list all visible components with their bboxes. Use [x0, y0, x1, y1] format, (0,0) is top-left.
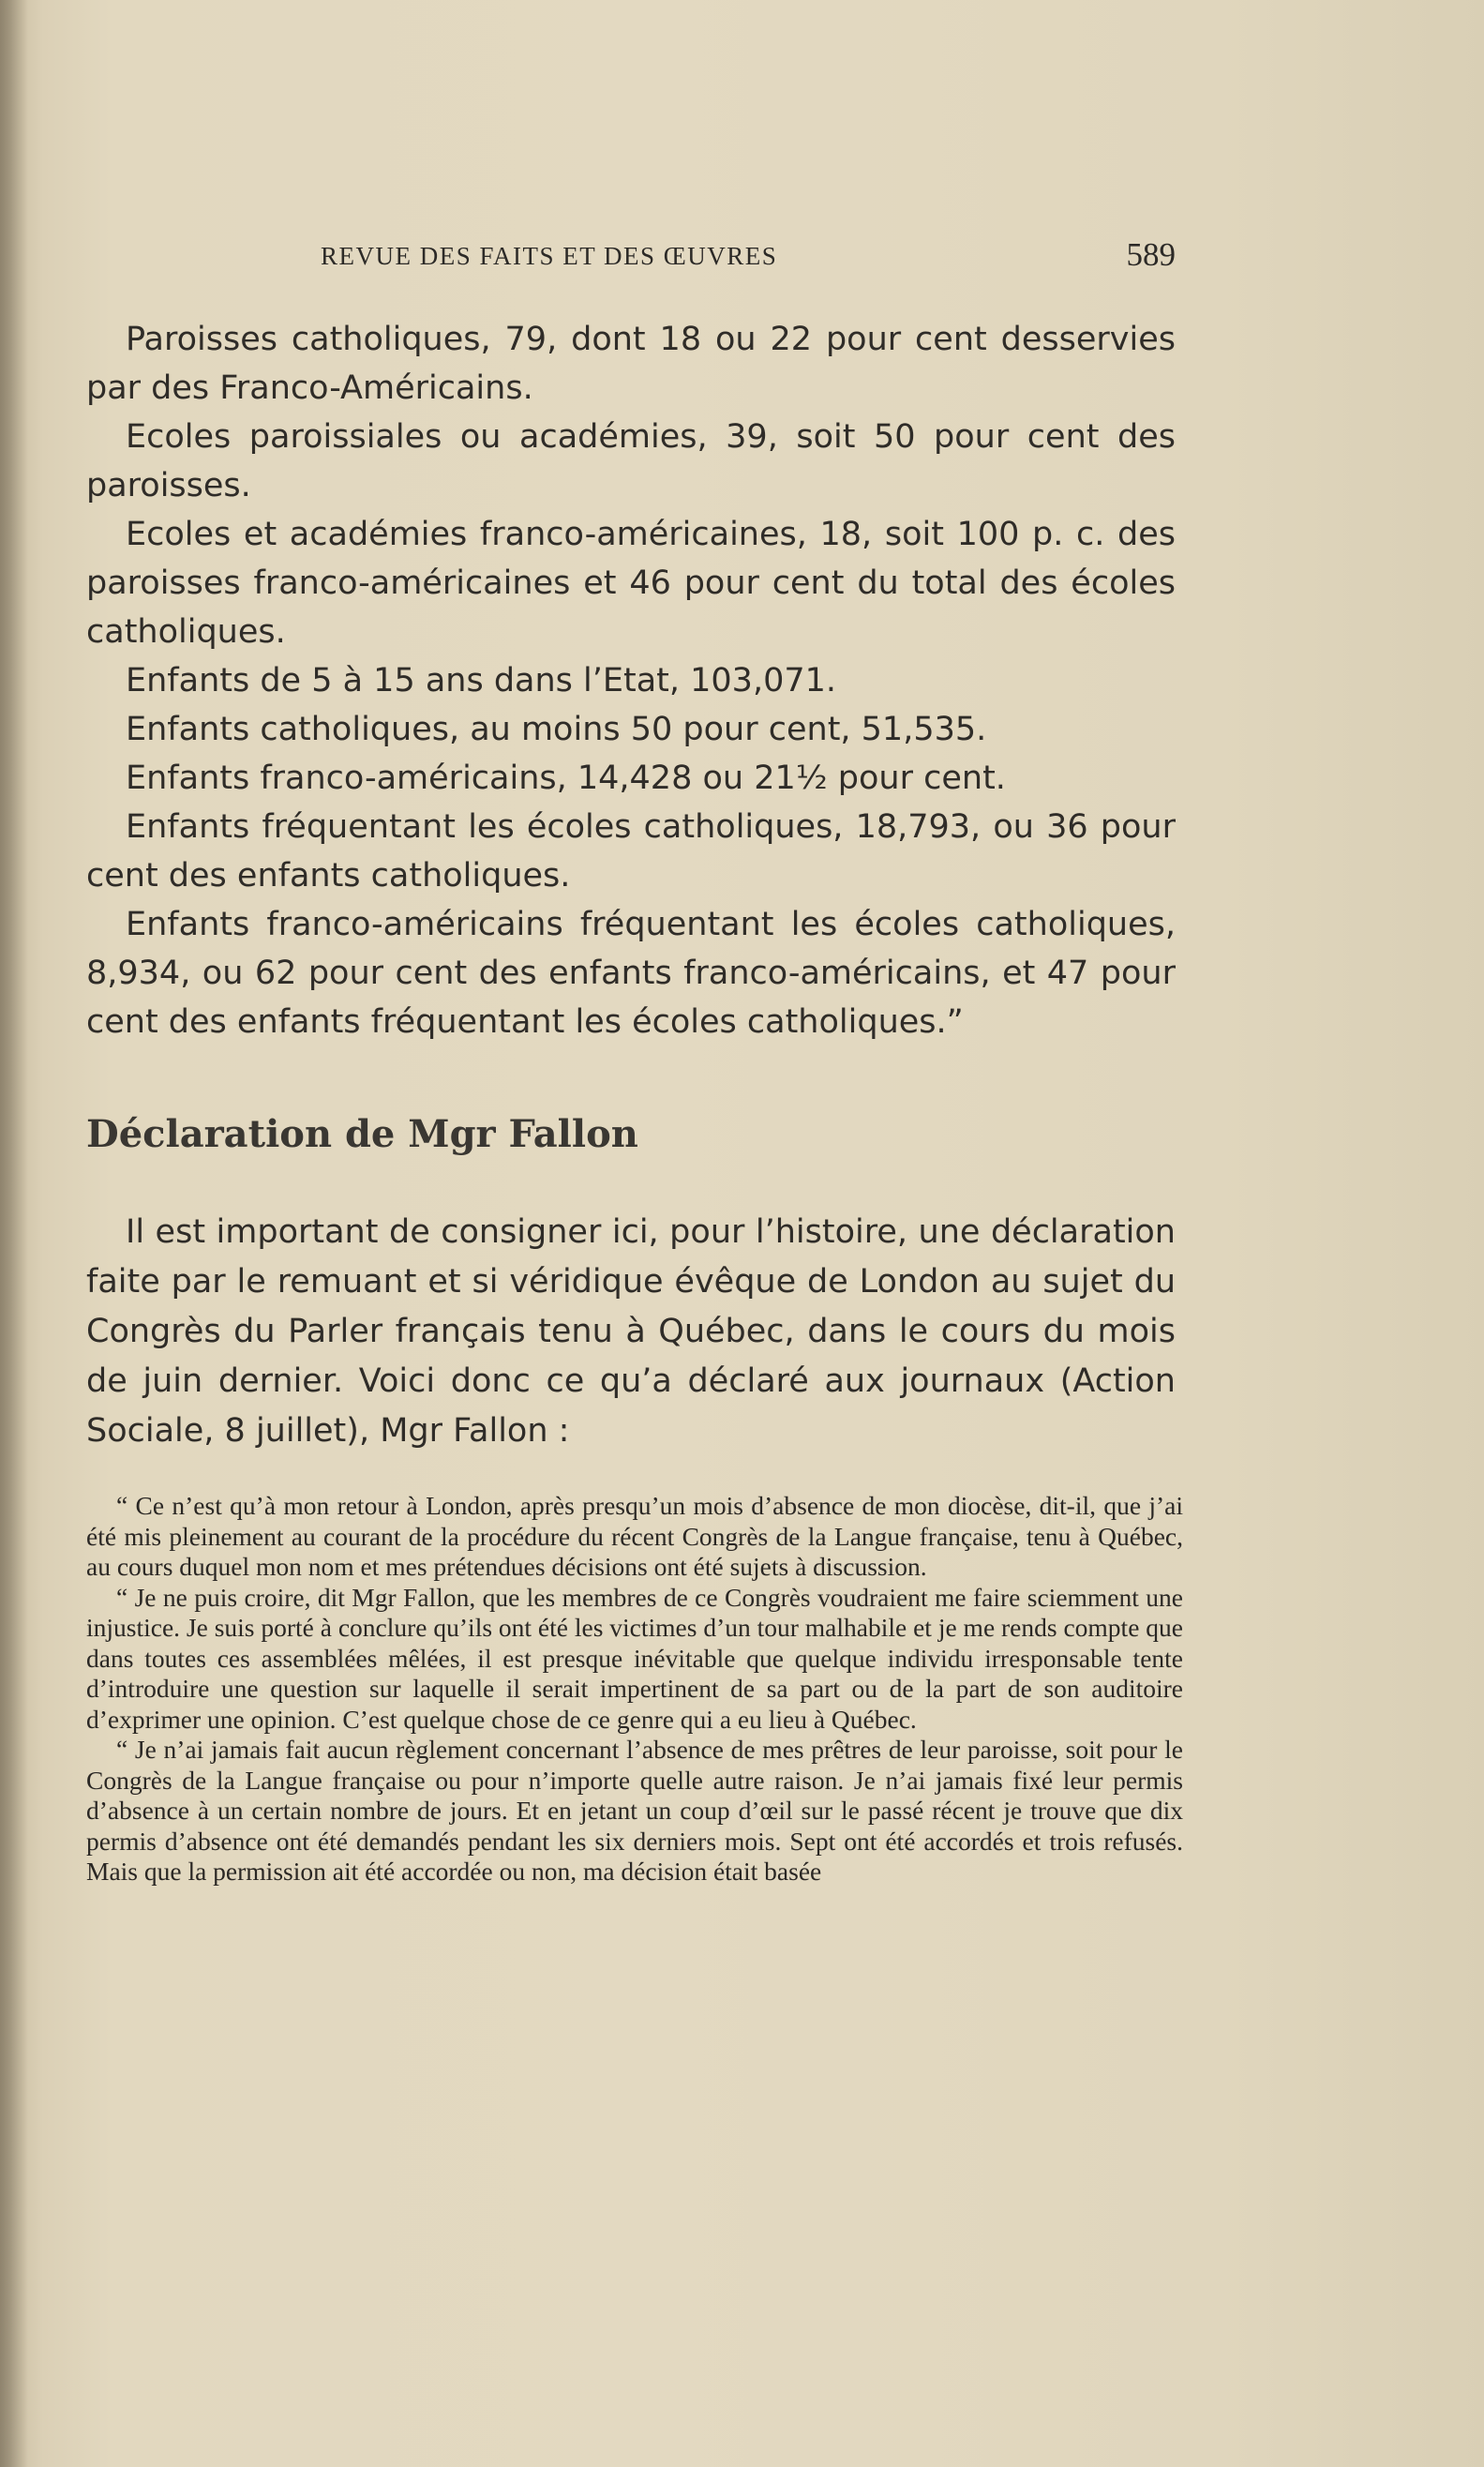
quote-paragraph: “ Ce n’est qu’à mon retour à London, après presqu’un mois d’absence de mon diocèse, dit-il, que j’ai été mis pleinement au courant de la procédure du récent Congrès de la Langue française, tenu à Québec, au cours duquel mon nom et mes prétendues décisions ont été sujets à discussion. [86, 1491, 1183, 1581]
page-gutter-shadow [0, 0, 28, 2467]
stat-paragraph: Enfants catholiques, au moins 50 pour cent, 51,535. [126, 711, 987, 748]
running-title: REVUE DES FAITS ET DES ŒUVRES [321, 242, 778, 270]
stat-paragraph: Enfants franco-américains fréquentant les écoles catholiques, 8,934, ou 62 pour cent des enfants franco-américains, et 47 pour cent des enfants fréquentant les écoles catholiques.” [86, 906, 1176, 1041]
quote-paragraph: “ Je n’ai jamais fait aucun règlement concernant l’absence de mes prêtres de leur paroisse, soit pour le Congrès de la Langue française ou pour n’importe quelle autre raison. Je n’ai jamais fixé leur permis d’absence à un certain nombre de jours. Et en jetant un coup d’œil sur le passé récent je trouve que dix permis d’absence ont été demandés pendant les six derniers mois. Sept ont été accordés et trois refusés. Mais que la permission ait été accordée ou non, ma décision était basée [86, 1735, 1183, 1886]
stat-paragraph: Enfants fréquentant les écoles catholiques, 18,793, ou 36 pour cent des enfants catholiques. [86, 808, 1176, 895]
stat-paragraph: Enfants franco-américains, 14,428 ou 21½ pour cent. [126, 760, 1006, 797]
running-header [86, 236, 1176, 283]
quote-paragraph: “ Je ne puis croire, dit Mgr Fallon, que les membres de ce Congrès voudraient me faire sciemment une injustice. Je suis porté à conclure qu’ils ont été les victimes d’un tour malhabile et je me rends compte que dans toutes ces assemblées mêlées, il est presque inévitable que quelque individu irresponsable tente d’introduire une question sur laquelle il serait impertinent de sa part ou de la part de son auditoire d’exprimer une opinion. C’est quelque chose de ce genre qui a eu lieu à Québec. [86, 1582, 1183, 1734]
stat-paragraph: Ecoles et académies franco-américaines, 18, soit 100 p. c. des paroisses franco-américaines et 46 pour cent du total des écoles catholiques. [86, 516, 1176, 651]
stat-paragraph: Enfants de 5 à 15 ans dans l’Etat, 103,071. [126, 662, 837, 699]
stat-paragraph: Ecoles paroissiales ou académies, 39, soit 50 pour cent des paroisses. [86, 418, 1176, 504]
stat-paragraph: Paroisses catholiques, 79, dont 18 ou 22 pour cent desservies par des Franco-Américains. [86, 321, 1176, 407]
page-number: 589 [1126, 236, 1176, 273]
section-heading: Déclaration de Mgr Fallon [86, 1112, 638, 1156]
statistics-list [86, 315, 1176, 1046]
quoted-declaration [86, 1491, 1183, 1888]
intro-paragraph: Il est important de consigner ici, pour l’histoire, une déclaration faite par le remuant et si véridique évêque de London au sujet du Congrès du Parler français tenu à Québec, dans le cours du mois de juin dernier. Voici donc ce qu’a déclaré aux journaux (Action Sociale, 8 juillet), Mgr Fallon : [86, 1213, 1176, 1450]
